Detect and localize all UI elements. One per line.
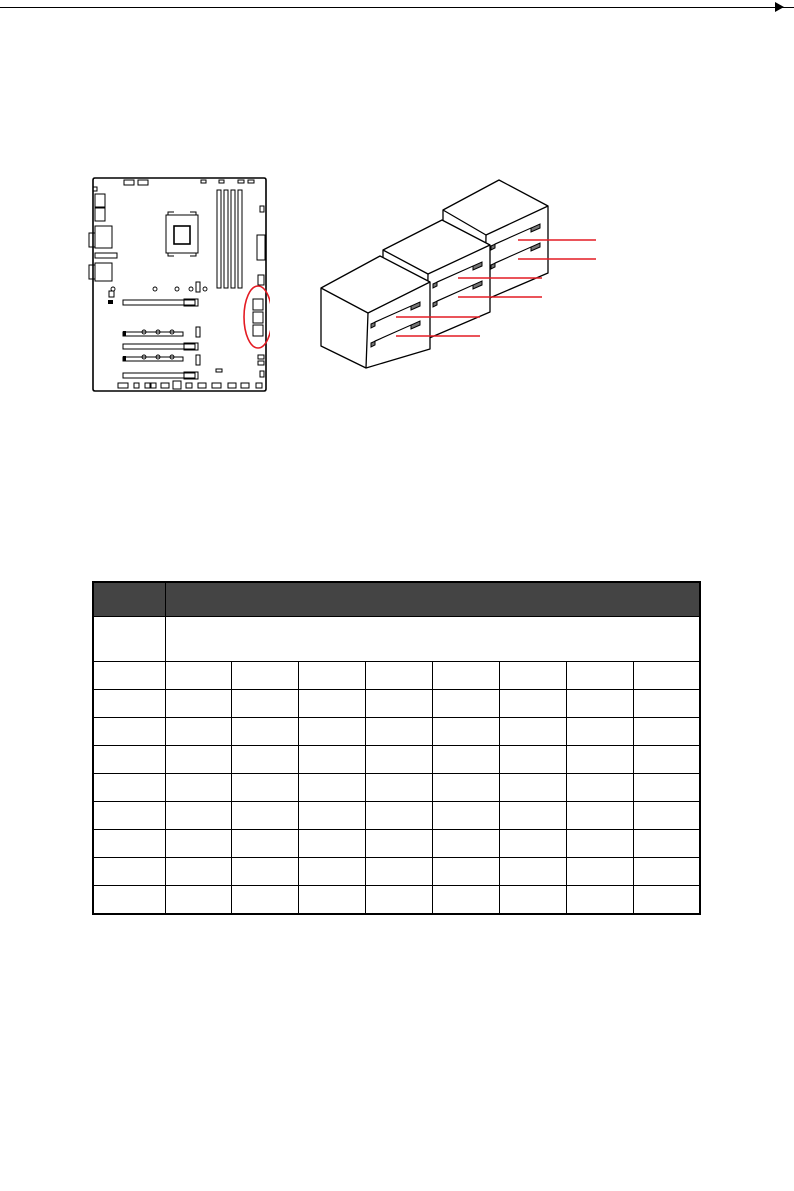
table-cell [366,662,433,690]
table-cell [433,718,500,746]
table-cell [165,718,232,746]
table-cell [499,802,566,830]
table-row [93,690,700,718]
table-description-row [93,617,700,662]
motherboard-diagram [88,171,270,397]
table-cell [433,830,500,858]
table-cell [366,718,433,746]
table-row [93,802,700,830]
table-cell [566,886,633,915]
table-cell [93,886,165,915]
table-cell [299,774,366,802]
table-row [93,662,700,690]
page-marker-arrow-icon [775,2,784,12]
table-cell [433,886,500,915]
table-cell [165,802,232,830]
table-cell [433,858,500,886]
table-cell [232,718,299,746]
table-cell [566,858,633,886]
sata-ports-diagram [318,178,604,370]
table-row [93,886,700,915]
table-cell [499,718,566,746]
table-cell [165,617,700,662]
table-cell [499,690,566,718]
table-cell [165,886,232,915]
table-cell [633,886,700,915]
table-cell [499,662,566,690]
table-cell [299,746,366,774]
table-cell [633,830,700,858]
table-cell [232,774,299,802]
table-cell [433,802,500,830]
table-cell [165,858,232,886]
table-cell [232,690,299,718]
table-cell [633,662,700,690]
table-cell [433,690,500,718]
table-cell [433,746,500,774]
page-top-rule [0,7,794,8]
table-cell [366,802,433,830]
table-cell [299,802,366,830]
table-cell [93,617,165,662]
table-cell [299,718,366,746]
table-cell [232,886,299,915]
table-cell [299,830,366,858]
table-cell [366,774,433,802]
table-cell [165,662,232,690]
table-cell [165,746,232,774]
table-cell [366,886,433,915]
table-cell [299,886,366,915]
mounting-holes [111,287,207,359]
board-outline [93,178,266,391]
table-row [93,774,700,802]
table-header-cell [93,582,165,617]
table-cell [232,858,299,886]
table-cell [93,718,165,746]
pin-definition-table [92,581,701,915]
table-cell [232,830,299,858]
table-cell [433,662,500,690]
table-cell [566,830,633,858]
table-cell [499,830,566,858]
table-row [93,746,700,774]
table-cell [93,802,165,830]
table-header-row [93,582,700,617]
table-cell [633,718,700,746]
table-row [93,718,700,746]
table-cell [566,802,633,830]
table-cell [633,774,700,802]
table-cell [633,746,700,774]
table-cell [165,774,232,802]
table-cell [499,858,566,886]
table-cell [366,830,433,858]
table-cell [366,858,433,886]
table-cell [566,718,633,746]
table-cell [633,802,700,830]
table-header-cell [165,582,700,617]
table-cell [93,690,165,718]
table-cell [93,774,165,802]
table-cell [93,746,165,774]
sata-blocks [321,180,548,368]
table-cell [566,774,633,802]
table-cell [366,690,433,718]
pcie-slot-marks [108,300,126,361]
table-cell [93,830,165,858]
table-cell [232,746,299,774]
table-cell [633,690,700,718]
table-row [93,830,700,858]
table-cell [93,858,165,886]
table-cell [366,746,433,774]
table-cell [566,662,633,690]
table-cell [566,690,633,718]
board-components [89,180,265,389]
table-cell [165,690,232,718]
table-cell [299,690,366,718]
table-cell [433,774,500,802]
table-cell [633,858,700,886]
table-cell [566,746,633,774]
table-cell [299,662,366,690]
table-cell [299,858,366,886]
table-row [93,858,700,886]
table-cell [232,662,299,690]
table-cell [232,802,299,830]
table-cell [499,774,566,802]
table-cell [499,746,566,774]
table-cell [165,830,232,858]
table-cell [499,886,566,915]
table-cell [93,662,165,690]
